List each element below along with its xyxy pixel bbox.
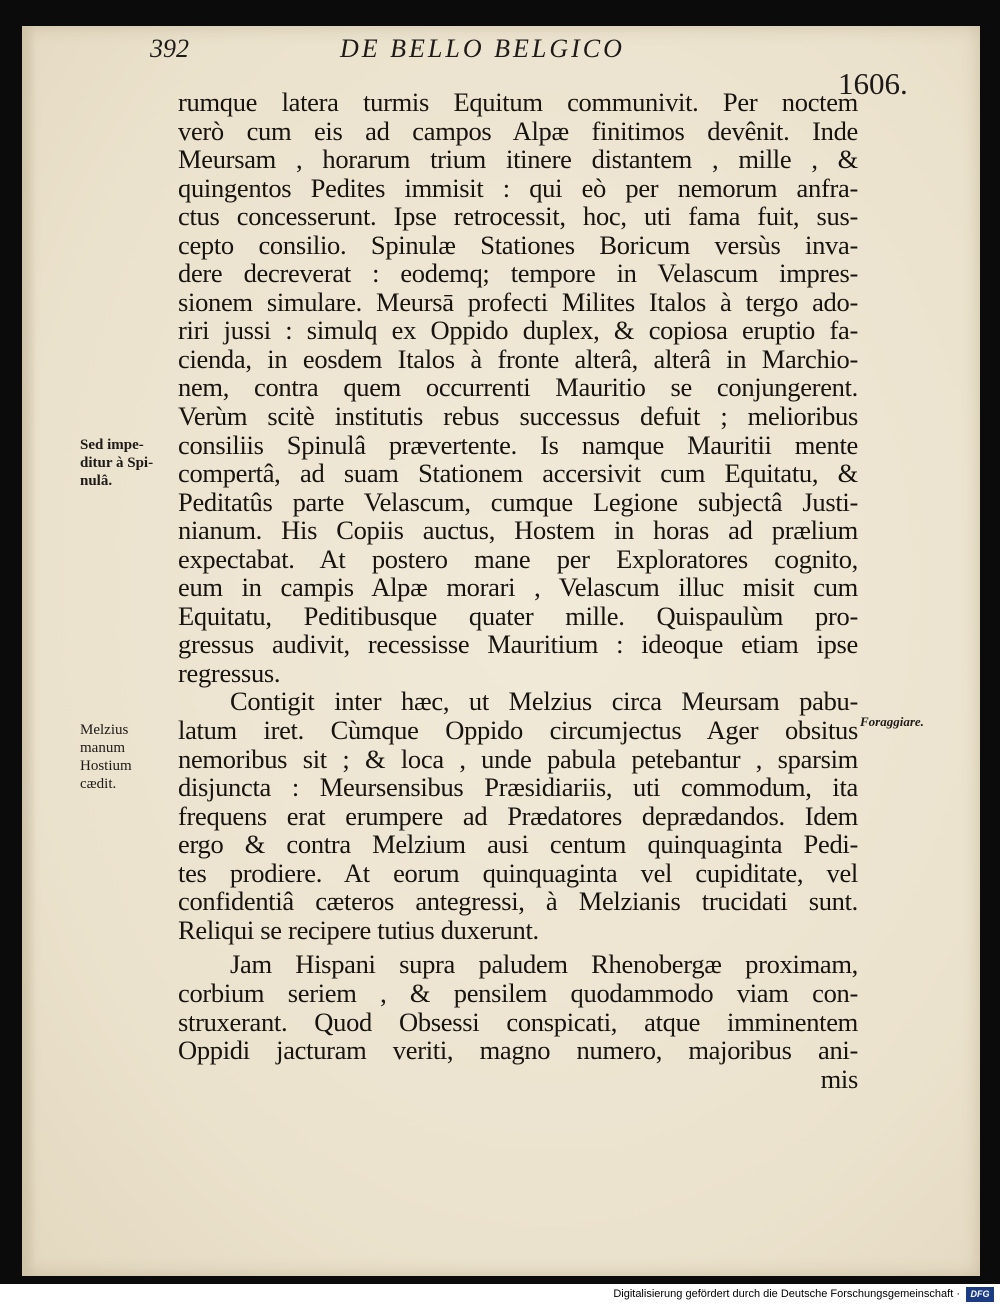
text-line: Verùm scitè institutis rebus successus defuit ; melioribus <box>178 401 858 432</box>
text-line: Meursam , horarum trium itinere distantem , mille , & <box>178 144 858 175</box>
page-number: 392 <box>150 34 189 63</box>
text-line: rumque latera turmis Equitum communivit. Per noctem <box>178 87 858 117</box>
text-line: dere decreverat : eodemq; tempore in Velascum impres- <box>178 258 858 289</box>
text-line: struxerant. Quod Obsessi conspicati, atque imminentem <box>178 1006 858 1037</box>
marginal-line: Melzius <box>80 722 129 738</box>
text-line: ctus concesserunt. Ipse retrocessit, hoc, uti fama fuit, sus- <box>178 201 858 232</box>
marginal-line: Foraggiare. <box>860 714 924 729</box>
text-line: expectabat. At postero mane per Exploratores cognito, <box>178 543 858 574</box>
marginal-line: ditur à Spi- <box>80 455 154 471</box>
marginal-line: cædit. <box>80 776 117 792</box>
text-line: nianum. His Copiis auctus, Hostem in horas ad prælium <box>178 515 858 546</box>
text-line: Oppidi jacturam veriti, magno numero, majoribus ani- <box>178 1035 858 1066</box>
text-line: quingentos Pedites immisit : qui eò per nemorum anfra- <box>178 172 858 203</box>
text-line: Reliqui se recipere tutius duxerunt. <box>178 914 539 945</box>
text-line: regressus. <box>178 657 281 688</box>
text-line: cepto consilio. Spinulæ Stationes Boricum versùs inva- <box>178 229 858 260</box>
text-line: Jam Hispani supra paludem Rhenobergæ proximam, <box>230 949 858 980</box>
text-line: Equitatu, Peditibusque quater mille. Quispaulùm pro- <box>178 600 858 631</box>
paragraph-1 <box>178 88 858 687</box>
marginal-note-spinula <box>80 436 153 490</box>
text-line: corbium seriem , & pensilem quodammodo viam con- <box>178 977 858 1008</box>
text-line: compertâ, ad suam Stationem accersivit cum Equitatu, & <box>178 458 858 489</box>
running-title: DE BELLO BELGICO <box>340 34 625 63</box>
text-line: sionem simulare. Meursā profecti Milites Italos à tergo ado- <box>178 286 858 317</box>
text-line: tes prodiere. At eorum quinquaginta vel cupiditate, vel <box>178 857 858 888</box>
marginal-line: manum <box>80 740 125 756</box>
main-text-block <box>178 88 858 1093</box>
running-head <box>150 34 710 74</box>
text-line: consiliis Spinulâ prævertente. Is namque Mauritii mente <box>178 429 858 460</box>
paragraph-2 <box>178 687 858 944</box>
marginal-note-melzius <box>80 721 132 793</box>
text-line: ergo & contra Melzium ausi centum quinquaginta Pedi- <box>178 829 858 860</box>
paragraph-3 <box>178 950 858 1093</box>
text-line: nemoribus sit ; & loca , unde pabula petebantur , sparsim <box>178 743 858 774</box>
digitization-footer <box>0 1284 1000 1307</box>
text-line: disjuncta : Meursensibus Præsidiariis, uti commodum, ita <box>178 772 858 803</box>
text-line: eum in campis Alpæ morari , Velascum illuc misit cum <box>178 572 858 603</box>
text-line: cienda, in eosdem Italos à fronte alterâ, alterâ in Marchio- <box>178 343 858 374</box>
text-line: nem, contra quem occurrenti Mauritio se conjungerent. <box>178 372 858 403</box>
marginal-line: Sed impe- <box>80 437 144 453</box>
page-gutter-shadow <box>22 26 36 1276</box>
dfg-logo-icon: DFG <box>966 1287 994 1302</box>
text-line: confidentiâ cæteros antegressi, à Melzianis trucidati sunt. <box>178 886 858 917</box>
year-marginal: 1606. <box>838 66 908 101</box>
catchword: mis <box>820 1063 858 1094</box>
funding-credit: Digitalisierung gefördert durch die Deutsche Forschungsgemeinschaft · <box>613 1288 960 1300</box>
text-line: Peditatûs parte Velascum, cumque Legione subjectâ Justi- <box>178 486 858 517</box>
text-line: riri jussi : simulq ex Oppido duplex, & copiosa eruptio fa- <box>178 315 858 346</box>
text-line: verò cum eis ad campos Alpæ finitimos devênit. Inde <box>178 115 858 146</box>
marginal-line: Hostium <box>80 758 132 774</box>
text-line: frequens erat erumpere ad Prædatores deprædandos. Idem <box>178 800 858 831</box>
text-line: latum iret. Cùmque Oppido circumjectus Ager obsitus <box>178 715 858 746</box>
marginal-note-foraggiare <box>860 713 924 731</box>
marginal-line: nulâ. <box>80 473 113 489</box>
text-line: Contigit inter hæc, ut Melzius circa Meursam pabu- <box>230 686 858 717</box>
text-line: gressus audivit, recessisse Mauritium : ideoque etiam ipse <box>178 629 858 660</box>
